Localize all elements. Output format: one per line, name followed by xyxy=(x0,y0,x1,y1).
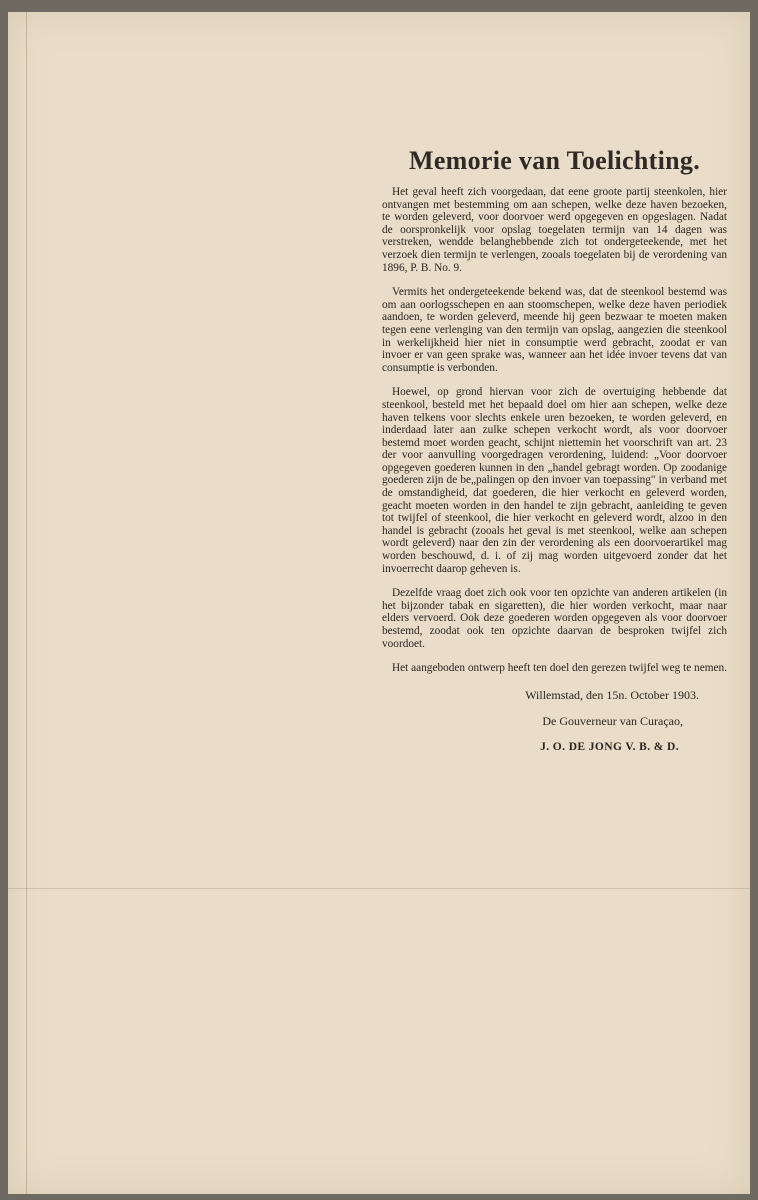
fold-line-vertical xyxy=(26,12,27,1194)
place-date: Willemstad, den 15n. October 1903. xyxy=(525,687,699,702)
signature: J. O. DE JONG V. B. & D. xyxy=(540,740,679,753)
paragraph-2: Vermits het ondergeteekende bekend was, dat de steenkool bestemd was om aan oorlogsschepen en aan stoomschepen, welke deze haven periodiek aandoen, te worden geleverd, meende hij geen bezwaar te moeten maken tegen eene verlenging van den termijn van opslag, aangezien die steenkool in werkelijkheid hier niet in consumptie werd gebracht, zoodat er van invoer er van geen sprake was, wanneer aan het idée invoer tevens dat van consumptie is verbonden. xyxy=(382,286,727,374)
paragraph-4: Dezelfde vraag doet zich ook voor ten opzichte van anderen artikelen (in het bijzonder tabak en sigaretten), die hier worden verkocht, maar naar elders vervoerd. Ook deze goederen worden opgegeven als voor doorvoer bestemd, zoodat ook ten opzichte daarvan de besproken twijfel zich voordoet. xyxy=(382,587,727,650)
paragraph-1: Het geval heeft zich voorgedaan, dat eene groote partij steenkolen, hier ontvangen met bestemming om aan schepen, welke deze haven bezoeken, te worden geleverd, voor doorvoer werd opgegeven en opgeslagen. Nadat de oorspronkelijk voor opslag toegelaten termijn van 14 dagen was verstreken, wendde belanghebbende zich tot ondergeteekende, met het verzoek dien termijn te verlengen, zooals toegelaten bij de verordening van 1896, P. B. No. 9. xyxy=(382,186,727,274)
document-title: Memorie van Toelichting. xyxy=(408,146,701,175)
fold-line-horizontal xyxy=(8,888,750,889)
memorandum-text-block xyxy=(382,146,727,755)
governor-title: De Gouverneur van Curaçao, xyxy=(542,713,683,728)
paragraph-5: Het aangeboden ontwerp heeft ten doel den gerezen twijfel weg te nemen. xyxy=(392,662,727,675)
paragraph-3: Hoewel, op grond hiervan voor zich de overtuiging hebbende dat steenkool, besteld met het bepaald doel om hier aan schepen, welke deze haven telkens voor slechts enkele uren bezoeken, te worden geleverd, en inderdaad later aan zulke schepen verkocht wordt, als voor doorvoer bestemd moet worden geacht, schijnt niettemin het voorschrift van art. 23 der voor aanvulling voorgedragen verordening, luidend: „Voor doorvoer opgegeven goederen kunnen in den „handel gebragt worden. Op zoodanige goederen zijn de be„palingen op den invoer van toepassing" in verband met de omstandigheid, dat goederen, die hier verkocht en geleverd worden, geacht moeten worden in den handel te zijn gebracht, aanleiding te geven tot twijfel of steenkool, die hier verkocht en geleverd wordt, alzoo in den handel is gebracht (zooals het geval is met steenkool, welke aan schepen wordt geleverd) naar den zin der verordening als een doorvoerartikel mag worden beschouwd, d. i. of zij mag worden uitgevoerd zonder dat het invoerrecht daarop geheven is. xyxy=(382,386,727,575)
